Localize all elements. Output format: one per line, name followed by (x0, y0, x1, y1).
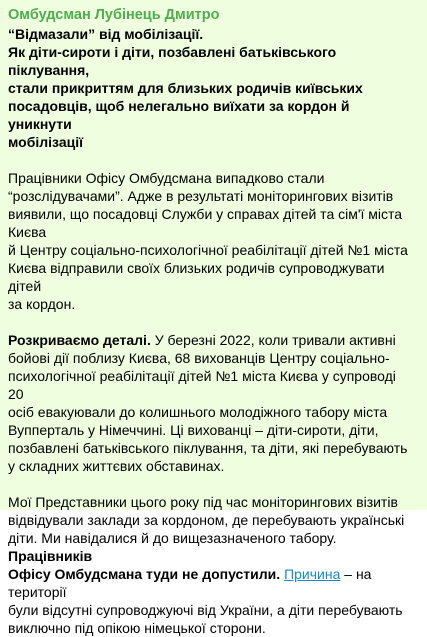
text-line: виявили, що посадовці Служби у справах дітей та сім'ї міста Києва (8, 206, 403, 240)
text-span: У березні 2022, коли тривали активні (150, 332, 396, 348)
text-line: відвідували заклади за кордоном, де перебувають українські (8, 512, 405, 528)
text-line: Працівники Офісу Омбудсмана випадково стали (8, 170, 325, 186)
bold-span: Працівників (8, 548, 93, 564)
headline-line: посадовців, щоб нелегально виїхати за кордон й уникнути (8, 98, 350, 132)
reason-link[interactable]: Причина (284, 566, 341, 582)
text-line: позбавлені батьківського піклування, та діти, які перебувають (8, 440, 408, 456)
text-line (8, 565, 415, 601)
paragraph-gap (8, 475, 415, 493)
headline-line: Як діти-сироти і діти, позбавлені батьківського піклування, (8, 44, 337, 78)
text-line: психологічної реабілітації дітей №1 міста Києва у супроводі 20 (8, 368, 396, 402)
text-line (8, 331, 415, 349)
text-line: й Центру соціально-психологічної реабілітації дітей №1 міста (8, 242, 408, 258)
text-line: були відсутні супроводжуючі від України, а діти перебувають (8, 602, 403, 618)
text-line: бойові дії поблизу Києва, 68 вихованців Центру соціально- (8, 350, 390, 366)
text-line (8, 529, 415, 565)
text-span: діти. Ми навідалися й до вищезазначеного табору. (8, 530, 337, 546)
paragraph-details (8, 331, 415, 475)
text-line: Києва відправили своїх близьких родичів супроводжувати дітей (8, 260, 385, 294)
headline-line: “Відмазали” від мобілізації. (8, 26, 204, 42)
paragraph-visits (8, 493, 415, 637)
text-line: Вупперталь у Німеччині. Ці вихованці – діти-сироти, діти, (8, 422, 379, 438)
paragraph-gap (8, 313, 415, 331)
paragraph-intro (8, 169, 415, 313)
text-line: “розслідувачами”. Адже в результаті моніторингових візитів (8, 188, 394, 204)
headline-line: стали прикриттям для близьких родичів київських (8, 80, 363, 96)
text-line: Мої Представники цього року під час моніторингових візитів (8, 494, 398, 510)
text-line: виключно під опікою німецької сторони. (8, 620, 266, 636)
text-line: у складних життєвих обставинах. (8, 458, 225, 474)
sender-name[interactable]: Омбудсман Лубінець Дмитро (8, 7, 220, 23)
text-line: за кордон. (8, 296, 76, 312)
headline-line: мобілізації (8, 134, 84, 150)
text-line: осіб евакуювали до колишнього молодіжного табору міста (8, 404, 388, 420)
text-span: – на території (8, 566, 372, 600)
post-headline (8, 25, 415, 151)
bold-span: Офісу Омбудсмана туди не допустили. (8, 566, 281, 582)
paragraph-gap (8, 151, 415, 169)
details-lead: Розкриваємо деталі. (8, 332, 151, 348)
